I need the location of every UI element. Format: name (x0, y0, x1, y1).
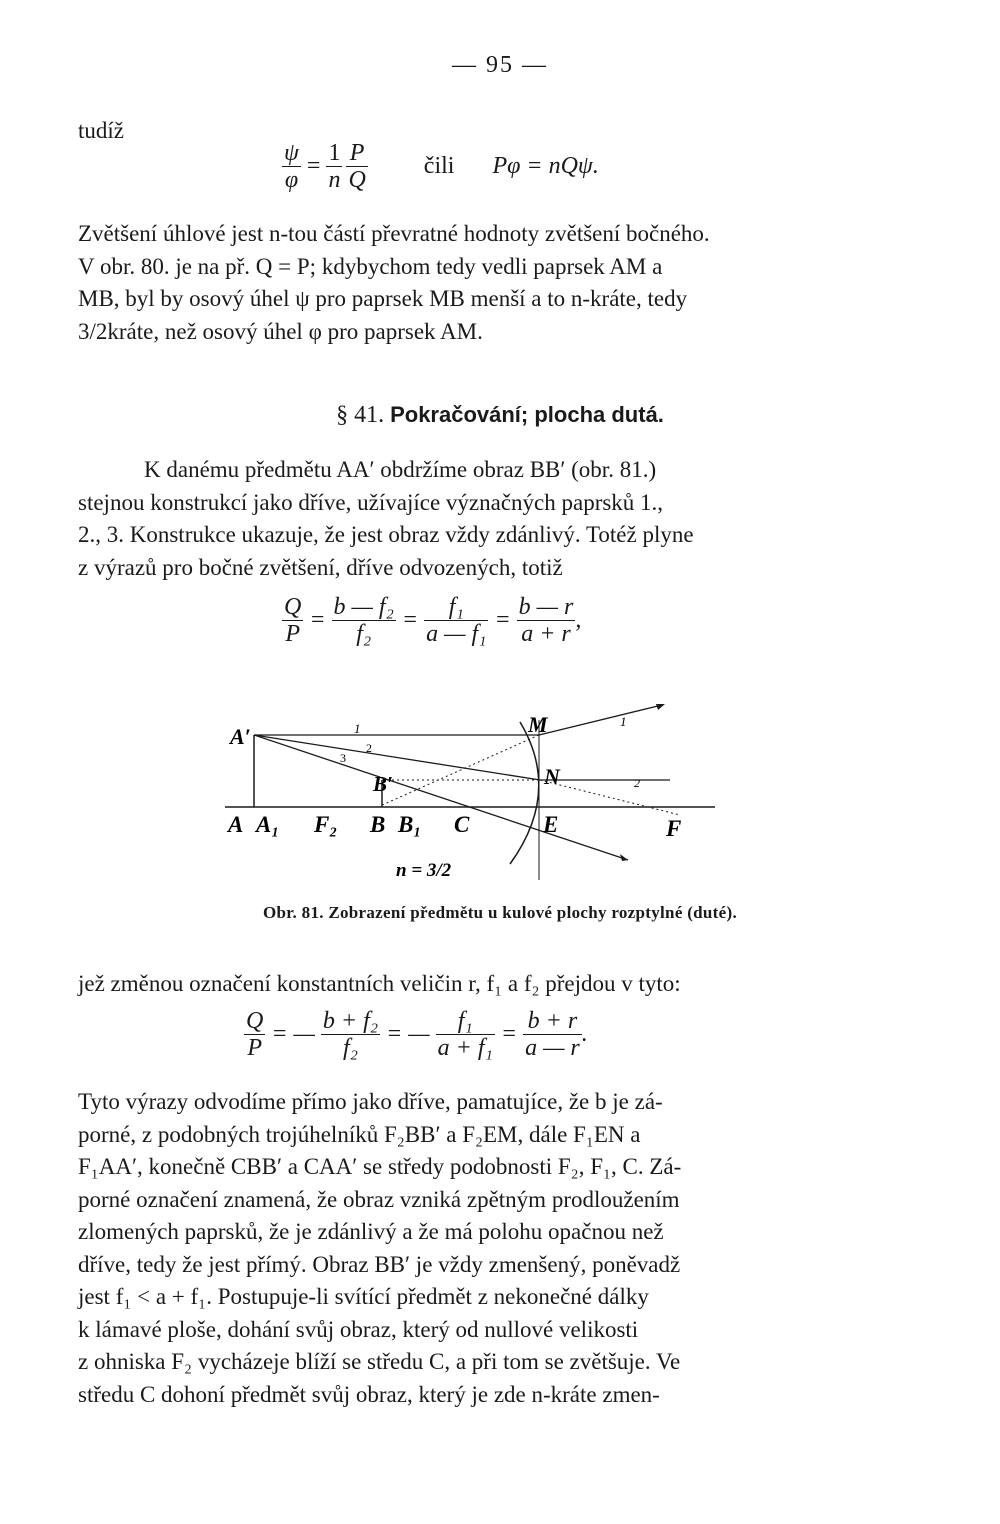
text-line: MB, byl by osový úhel ψ pro paprsek MB menší a to n-kráte, tedy (78, 286, 688, 311)
eq3-frac1-den: P (247, 1035, 262, 1061)
label-ray-3: 3 (340, 751, 346, 765)
text-line: k lámavé ploše, dohání svůj obraz, který od nullové velikosti (78, 1316, 639, 1342)
eq2-frac1-den: P (285, 621, 300, 647)
text-line: jest f₁ < a + f₁. Postupuje-li svítící předmět z nekonečné dálky (78, 1284, 649, 1309)
label-A-prime: A′ (230, 724, 251, 749)
eq3-frac1-num: Q (246, 1008, 264, 1034)
eq3-frac2-num: b + f₂ (322, 1008, 379, 1034)
text-line: z ohniska F₂ vycházeje blíží se středu C, a při tom se zvětšuje. Ve (78, 1349, 681, 1374)
label-ray-2-out: 2 (634, 776, 640, 790)
text-line: středu C dohoní předmět svůj obraz, který je zde n-kráte zmen- (78, 1381, 660, 1407)
eq1-left-num: ψ (284, 140, 299, 166)
eq3-frac3-num: f₁ (436, 1008, 495, 1035)
ray-1-arrow (656, 704, 665, 710)
label-ray-1-out: 1 (620, 714, 627, 729)
label-E: E (543, 812, 559, 837)
section-heading (0, 402, 1000, 429)
text-line: dříve, tedy že jest přímý. Obraz BB′ je vždy zmenšený, poněvadž (78, 1251, 681, 1277)
paragraph-sign-change (78, 968, 858, 1001)
label-M: M (528, 712, 548, 737)
equation-angular-magnification: $\frac{\psi}{\varphi}$ = $\frac{1}{n}$ $\frac{P}{Q}$ čili Pφ = nQψ. (284, 140, 599, 193)
label-F2: F₂ (314, 812, 338, 837)
paragraph-derivation (78, 1086, 858, 1411)
text-line: F₁AA′, konečně CBB′ a CAA′ se středy podobnosti F₂, F₁, C. Zá- (78, 1154, 682, 1179)
text-line: jež změnou označení konstantních veličin r, f₁ a f₂ přejdou v tyto: (78, 971, 681, 996)
text-line: stejnou konstrukcí jako dříve, užívajíce význačných paprsků 1., (78, 489, 664, 515)
eq2-frac2-num: b — f₂ (333, 594, 394, 620)
eq2-frac3-den: a — f₁ (426, 621, 487, 647)
text-line: porné označení znamená, že obraz vzniká zpětným prodloužením (78, 1186, 680, 1212)
eq1-mid-den: n (328, 167, 341, 193)
intro-word: tudíž (78, 118, 124, 143)
label-B-prime: B′ (373, 772, 393, 796)
label-ray-1: 1 (354, 721, 361, 736)
figure-caption: Obr. 81. Zobrazení předmětu u kulové plochy rozptylné (duté). (262, 903, 737, 922)
eq1-right-num: P (346, 140, 367, 167)
text-line: V obr. 80. je na př. Q = P; kdybychom tedy vedli paprsek AM a (78, 253, 663, 279)
label-C: C (454, 812, 470, 837)
label-F: F (666, 816, 682, 841)
paragraph-angular-magnification (78, 218, 858, 348)
text-line: zlomených paprsků, že je zdánlivý a že má polohu opačnou než (78, 1219, 664, 1244)
ray-1-refracted (539, 705, 662, 735)
eq1-rhs: Pφ = nQψ. (492, 153, 599, 179)
text-line: K danému předmětu AA′ obdržíme obraz BB′ (obr. 81.) (144, 457, 657, 482)
label-A1: A₁ (256, 812, 280, 837)
equation-lateral-magnification: $\frac{Q}{P}$ = $\frac{\text{b — f₂}}{\text{f₂}}$ = $\frac{\text{f₁}}{\text{a — f₁}}$ = $\frac{b — r}{a + r}$ , (284, 594, 582, 647)
section-title: Pokračování; plocha dutá. (390, 402, 664, 427)
ray-3-arrow (620, 854, 628, 861)
eq3-frac3-den: a + f₁ (437, 1035, 493, 1061)
label-B1: B₁ (398, 812, 422, 837)
text-line: 2., 3. Konstrukce ukazuje, že jest obraz vždy zdánlivý. Totéž plyne (78, 522, 694, 547)
label-ray-2: 2 (366, 741, 372, 755)
eq2-frac4-den: a + r (521, 621, 571, 647)
text-line: porné, z podobných trojúhelníků F₂BB′ a F₂EM, dále F₁EN a (78, 1121, 641, 1147)
text-line: Zvětšení úhlové jest n-tou částí převratné hodnoty zvětšení bočného. (78, 221, 710, 246)
eq2-frac4-num: b — r (518, 594, 574, 620)
eq2-frac1-num: Q (284, 594, 302, 620)
eq1-left-den: φ (284, 167, 299, 193)
eq1-right-den: Q (348, 167, 366, 193)
ray-2-incident (254, 735, 540, 780)
label-N: N (544, 764, 560, 789)
label-refractive-index: n = 3/2 (396, 860, 452, 881)
eq1-connector: čili (423, 153, 455, 179)
eq2-frac3-num: f₁ (424, 594, 488, 621)
label-A: A (228, 812, 244, 837)
text-line: z výrazů pro bočné zvětšení, dříve odvozených, totiž (78, 554, 563, 580)
text-line: 3/2kráte, než osový úhel φ pro paprsek AM. (78, 318, 483, 344)
eq3-frac4-den: a — r (525, 1035, 580, 1061)
eq3-frac2-den: f₂ (342, 1035, 358, 1061)
paragraph-construction (78, 454, 858, 584)
section-number: § 41. (336, 402, 385, 428)
text-line: Tyto výrazy odvodíme přímo jako dříve, pamatujíce, že b je zá- (78, 1089, 663, 1114)
eq2-tail: , (575, 607, 582, 633)
concave-surface (510, 722, 539, 864)
ray-3 (254, 735, 628, 860)
equation-lateral-magnification-signed: $\frac{Q}{P}$ = — $\frac{\text{b + f₂}}{\text{f₂}}$ = — $\frac{\text{f₁}}{\text{a + f₁}}$ = $\frac{b + r}{a — r}$ . (246, 1008, 588, 1061)
label-B: B (370, 812, 386, 837)
figure-81-diagram (210, 690, 730, 890)
eq3-tail: . (581, 1021, 588, 1047)
page-number: — 95 — (452, 52, 548, 78)
eq3-frac4-num: b + r (523, 1008, 582, 1035)
eq2-frac2-den: f₂ (356, 621, 372, 647)
ray-1-back-extension (380, 735, 539, 806)
ray-dotted-right (540, 780, 680, 815)
eq1-mid-num: 1 (328, 140, 341, 166)
